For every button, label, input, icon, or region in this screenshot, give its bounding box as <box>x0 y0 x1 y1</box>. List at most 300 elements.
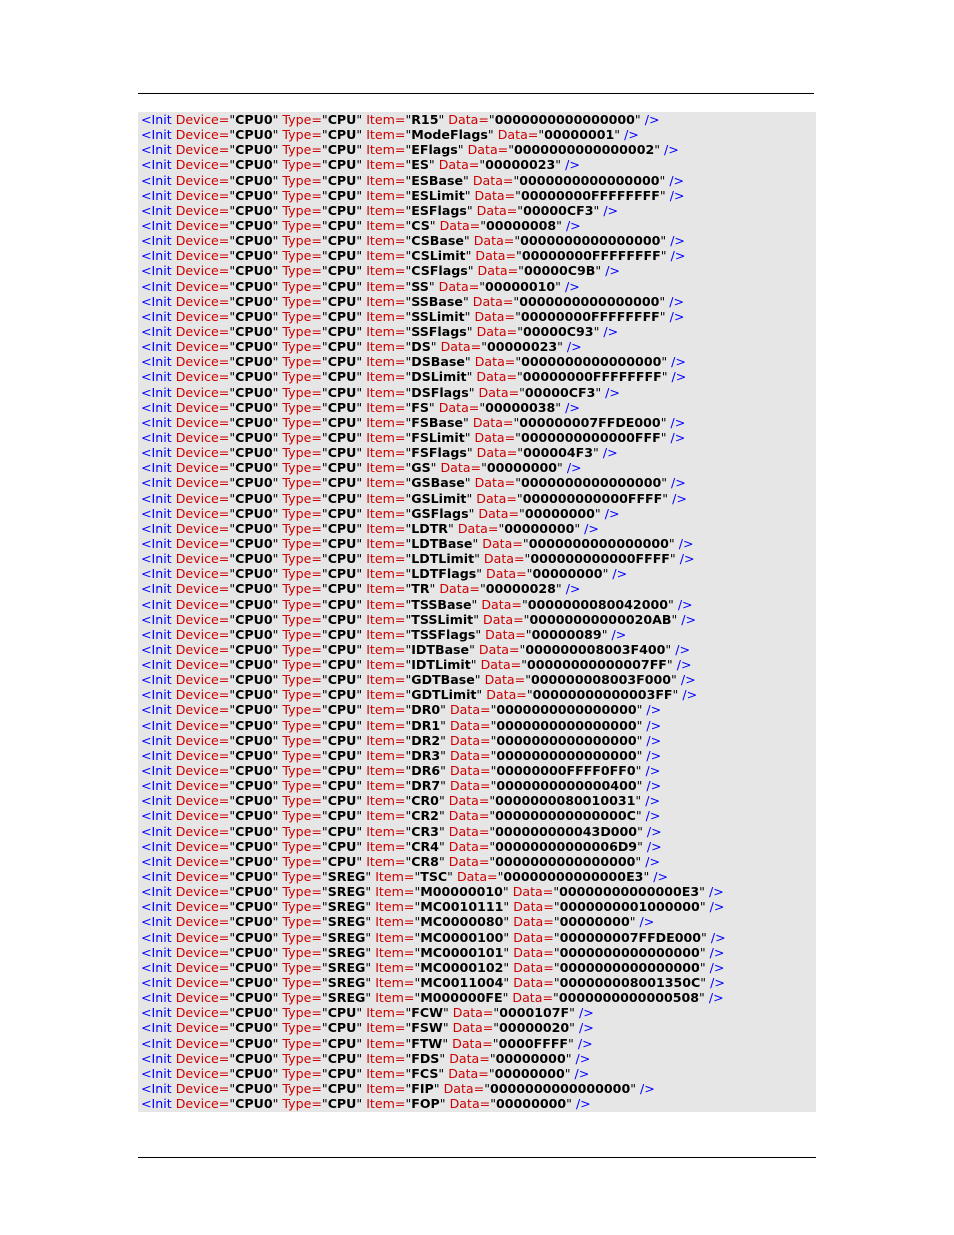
type-value: CPU <box>327 778 357 794</box>
device-value: CPU0 <box>235 142 273 158</box>
quote: " <box>229 278 236 294</box>
quote: " <box>523 611 530 627</box>
quote: " <box>405 838 412 854</box>
tag-close: /> <box>678 535 694 551</box>
type-attr: Type= <box>282 1005 322 1021</box>
device-attr: Device= <box>175 202 230 218</box>
quote: " <box>405 233 412 249</box>
data-attr: Data= <box>474 308 516 324</box>
quote: " <box>356 475 363 491</box>
data-attr: Data= <box>513 959 554 975</box>
type-value: CPU <box>327 490 357 506</box>
quote: " <box>229 551 236 567</box>
code-line <box>141 990 816 1005</box>
quote: " <box>272 127 279 143</box>
item-value: CR3 <box>411 823 439 839</box>
data-value: 00000000000006D9 <box>495 838 638 854</box>
quote: " <box>321 657 328 673</box>
quote: " <box>321 641 328 657</box>
quote: " <box>321 581 328 597</box>
type-attr: Type= <box>282 293 322 309</box>
type-attr: Type= <box>282 732 322 748</box>
code-line <box>141 127 816 142</box>
device-attr: Device= <box>175 293 230 309</box>
device-attr: Device= <box>175 399 230 415</box>
quote: " <box>356 657 363 673</box>
data-attr: Data= <box>478 505 520 521</box>
quote: " <box>405 551 412 567</box>
tag-close: /> <box>584 520 599 536</box>
quote: " <box>405 808 412 824</box>
type-attr: Type= <box>282 233 322 249</box>
code-line <box>141 445 816 460</box>
quote: " <box>462 293 469 309</box>
type-value: CPU <box>327 1005 357 1021</box>
type-value: CPU <box>327 445 357 461</box>
type-attr: Type= <box>282 278 322 294</box>
tag-open: <Init <box>141 354 172 370</box>
quote: " <box>473 611 479 627</box>
device-attr: Device= <box>175 853 230 869</box>
quote: " <box>229 323 236 339</box>
data-value: 00000008 <box>486 217 557 233</box>
quote: " <box>356 308 363 324</box>
type-attr: Type= <box>282 1035 322 1051</box>
tag-close: /> <box>670 414 686 430</box>
data-attr: Data= <box>472 172 514 188</box>
device-attr: Device= <box>175 747 230 763</box>
data-attr: Data= <box>513 914 554 930</box>
quote: " <box>321 869 328 885</box>
quote: " <box>321 157 328 173</box>
quote: " <box>229 778 236 794</box>
quote: " <box>272 732 279 748</box>
data-value: 0000000000000000 <box>496 732 637 748</box>
device-value: CPU0 <box>235 202 273 218</box>
data-value: 00000000000020AB <box>529 611 672 627</box>
data-attr: Data= <box>449 1096 491 1112</box>
data-value: 0000FFFF <box>498 1035 569 1051</box>
type-attr: Type= <box>282 990 322 1006</box>
type-attr: Type= <box>282 505 322 521</box>
tag-open: <Init <box>141 551 172 567</box>
tag-close: /> <box>646 838 662 854</box>
device-attr: Device= <box>175 838 230 854</box>
quote: " <box>566 1096 572 1112</box>
tag-open: <Init <box>141 414 172 430</box>
quote: " <box>229 339 236 355</box>
xml-code-listing <box>138 112 816 1112</box>
quote: " <box>489 838 496 854</box>
quote: " <box>405 142 412 158</box>
tag-open: <Init <box>141 732 172 748</box>
quote: " <box>414 990 421 1006</box>
quote: " <box>405 202 412 218</box>
tag-open: <Init <box>141 127 172 143</box>
item-value: MC0000080 <box>420 914 504 930</box>
quote: " <box>356 778 363 794</box>
data-attr: Data= <box>512 884 554 900</box>
quote: " <box>699 899 706 915</box>
item-attr: Item= <box>366 520 406 536</box>
code-line <box>141 975 816 990</box>
quote: " <box>356 551 363 567</box>
quote: " <box>272 520 279 536</box>
tag-close: /> <box>676 657 692 673</box>
device-value: CPU0 <box>235 127 273 143</box>
device-value: CPU0 <box>235 914 273 930</box>
quote: " <box>405 217 412 233</box>
type-attr: Type= <box>282 869 322 885</box>
type-value: CPU <box>327 323 357 339</box>
device-attr: Device= <box>175 263 230 279</box>
device-attr: Device= <box>175 975 230 991</box>
item-value: FS <box>411 399 429 415</box>
quote: " <box>321 808 328 824</box>
item-attr: Item= <box>366 460 406 476</box>
data-attr: Data= <box>448 793 490 809</box>
data-value: 000000008003F000 <box>531 672 672 688</box>
type-attr: Type= <box>282 1096 322 1112</box>
quote: " <box>321 172 328 188</box>
quote: " <box>484 1081 490 1096</box>
quote: " <box>229 717 236 733</box>
device-value: CPU0 <box>235 445 273 461</box>
quote: " <box>356 202 363 218</box>
quote: " <box>356 429 363 445</box>
type-value: CPU <box>327 217 357 233</box>
data-value: 0000000000000000 <box>520 233 661 249</box>
code-line <box>141 415 816 430</box>
type-value: CPU <box>327 293 357 309</box>
type-attr: Type= <box>282 657 322 673</box>
quote: " <box>660 414 667 430</box>
item-value: CSFlags <box>411 263 468 279</box>
device-attr: Device= <box>175 611 230 627</box>
data-attr: Data= <box>448 838 490 854</box>
quote: " <box>272 157 279 173</box>
quote: " <box>442 1005 449 1021</box>
data-value: 0000000000000000 <box>496 702 637 718</box>
tag-close: /> <box>605 384 620 400</box>
quote: " <box>405 414 412 430</box>
tag-open: <Init <box>141 399 172 415</box>
device-value: CPU0 <box>235 626 273 642</box>
quote: " <box>525 672 531 688</box>
quote: " <box>464 187 471 203</box>
quote: " <box>521 657 528 673</box>
quote: " <box>272 581 279 597</box>
code-line <box>141 157 816 172</box>
quote: " <box>356 278 363 294</box>
device-attr: Device= <box>175 520 230 536</box>
type-value: CPU <box>327 278 357 294</box>
quote: " <box>489 1050 496 1066</box>
device-value: CPU0 <box>235 233 273 249</box>
item-value: FIP <box>411 1081 434 1096</box>
device-attr: Device= <box>175 687 230 703</box>
item-value: SSBase <box>411 293 463 309</box>
quote: " <box>365 869 372 885</box>
quote: " <box>498 520 505 536</box>
device-value: CPU0 <box>235 838 273 854</box>
tag-open: <Init <box>141 1035 172 1051</box>
data-attr: Data= <box>486 566 527 582</box>
data-value: 0000000000000000 <box>496 717 637 733</box>
data-value: 0000000000000000 <box>490 1081 631 1096</box>
device-value: CPU0 <box>235 884 273 900</box>
quote: " <box>479 581 486 597</box>
device-value: CPU0 <box>235 793 273 809</box>
quote: " <box>321 187 328 203</box>
code-lines <box>138 112 816 1111</box>
quote: " <box>428 278 435 294</box>
code-line <box>141 960 816 975</box>
quote: " <box>442 1035 449 1051</box>
quote: " <box>272 217 279 233</box>
device-value: CPU0 <box>235 1081 273 1096</box>
quote: " <box>405 702 412 718</box>
quote: " <box>480 217 487 233</box>
quote: " <box>659 187 666 203</box>
quote: " <box>321 323 328 339</box>
data-attr: Data= <box>480 657 522 673</box>
type-value: CPU <box>327 127 357 143</box>
type-value: CPU <box>327 157 357 173</box>
quote: " <box>272 172 279 188</box>
quote: " <box>356 626 363 642</box>
quote: " <box>321 823 328 839</box>
tag-close: /> <box>640 1081 655 1096</box>
device-value: CPU0 <box>235 157 273 173</box>
quote: " <box>701 929 707 945</box>
quote: " <box>428 157 435 173</box>
quote: " <box>229 657 236 673</box>
quote: " <box>272 702 279 718</box>
quote: " <box>526 566 533 582</box>
quote: " <box>428 399 435 415</box>
data-value: 00000001 <box>544 127 615 143</box>
device-value: CPU0 <box>235 399 273 415</box>
data-value: 00000000FFFFFFFF <box>520 308 660 324</box>
type-attr: Type= <box>282 929 322 945</box>
quote: " <box>438 1065 445 1081</box>
quote: " <box>365 884 372 900</box>
item-attr: Item= <box>366 687 406 703</box>
quote: " <box>321 975 328 991</box>
quote: " <box>593 323 600 339</box>
type-value: CPU <box>327 1020 357 1036</box>
tag-open: <Init <box>141 460 172 476</box>
type-value: CPU <box>327 793 357 809</box>
code-line <box>141 339 816 354</box>
quote: " <box>493 1020 500 1036</box>
quote: " <box>467 263 474 279</box>
device-attr: Device= <box>175 944 230 960</box>
tag-open: <Init <box>141 823 172 839</box>
tag-open: <Init <box>141 808 172 824</box>
quote: " <box>405 1065 412 1081</box>
quote: " <box>405 657 412 673</box>
quote: " <box>356 853 363 869</box>
quote: " <box>555 278 561 294</box>
code-line <box>141 657 816 672</box>
quote: " <box>556 217 562 233</box>
tag-close: /> <box>710 929 726 945</box>
quote: " <box>517 445 524 461</box>
device-attr: Device= <box>175 233 230 249</box>
device-value: CPU0 <box>235 672 273 688</box>
type-attr: Type= <box>282 323 322 339</box>
quote: " <box>356 217 363 233</box>
quote: " <box>229 535 236 551</box>
device-attr: Device= <box>175 172 230 188</box>
device-attr: Device= <box>175 808 230 824</box>
item-attr: Item= <box>366 641 406 657</box>
device-attr: Device= <box>175 566 230 582</box>
type-value: CPU <box>327 581 357 597</box>
quote: " <box>229 641 236 657</box>
code-line <box>141 702 816 717</box>
data-value: 00000000 <box>504 520 575 536</box>
quote: " <box>356 732 363 748</box>
quote: " <box>356 172 363 188</box>
device-attr: Device= <box>175 217 230 233</box>
code-line <box>141 612 816 627</box>
quote: " <box>635 853 642 869</box>
data-attr: Data= <box>475 248 517 264</box>
item-value: DSFlags <box>411 384 469 400</box>
data-value: 0000000000000000 <box>495 853 636 869</box>
data-value: 00000C93 <box>522 323 594 339</box>
item-value: CS <box>411 217 430 233</box>
item-value: FTW <box>411 1035 443 1051</box>
quote: " <box>405 248 412 264</box>
item-value: ESFlags <box>411 202 467 218</box>
quote: " <box>356 808 363 824</box>
item-value: TSC <box>420 869 448 885</box>
data-attr: Data= <box>452 1005 494 1021</box>
device-attr: Device= <box>175 899 230 915</box>
quote: " <box>272 490 279 506</box>
quote: " <box>661 369 668 385</box>
tag-open: <Init <box>141 975 172 991</box>
quote: " <box>272 505 279 521</box>
tag-close: /> <box>646 823 662 839</box>
quote: " <box>502 884 509 900</box>
quote: " <box>356 1065 363 1081</box>
item-attr: Item= <box>366 551 406 567</box>
quote: " <box>229 1035 236 1051</box>
quote: " <box>229 914 236 930</box>
device-attr: Device= <box>175 278 230 294</box>
code-line <box>141 597 816 612</box>
quote: " <box>466 490 473 506</box>
device-attr: Device= <box>175 581 230 597</box>
device-attr: Device= <box>175 990 230 1006</box>
tag-close: /> <box>644 112 660 127</box>
device-attr: Device= <box>175 248 230 264</box>
quote: " <box>672 687 679 703</box>
device-value: CPU0 <box>235 808 273 824</box>
data-value: 00000000 <box>532 566 603 582</box>
tag-close: /> <box>664 142 679 158</box>
quote: " <box>272 202 279 218</box>
type-attr: Type= <box>282 187 322 203</box>
device-attr: Device= <box>175 308 230 324</box>
tag-open: <Init <box>141 990 172 1006</box>
quote: " <box>405 763 412 779</box>
quote: " <box>438 823 445 839</box>
tag-close: /> <box>645 853 660 869</box>
quote: " <box>229 581 236 597</box>
quote: " <box>321 793 328 809</box>
item-attr: Item= <box>366 1081 406 1096</box>
quote: " <box>229 763 236 779</box>
type-value: CPU <box>327 1065 357 1081</box>
quote: " <box>438 838 445 854</box>
item-value: GSFlags <box>411 505 469 521</box>
data-value: 00000089 <box>531 626 602 642</box>
item-attr: Item= <box>366 475 406 491</box>
quote: " <box>666 657 673 673</box>
type-value: CPU <box>327 763 357 779</box>
quote: " <box>272 793 279 809</box>
quote: " <box>229 308 236 324</box>
quote: " <box>447 869 453 885</box>
quote: " <box>595 384 602 400</box>
device-attr: Device= <box>175 869 230 885</box>
quote: " <box>405 687 412 703</box>
item-value: R15 <box>411 112 439 127</box>
code-line <box>141 1081 816 1096</box>
quote: " <box>635 808 642 824</box>
quote: " <box>356 460 363 476</box>
quote: " <box>490 732 497 748</box>
quote: " <box>272 899 279 915</box>
quote: " <box>464 354 471 370</box>
data-attr: Data= <box>457 520 499 536</box>
quote: " <box>557 339 563 355</box>
quote: " <box>515 429 521 445</box>
data-value: 0000000000000000 <box>559 959 700 975</box>
device-value: CPU0 <box>235 823 273 839</box>
quote: " <box>490 778 497 794</box>
quote: " <box>553 990 559 1006</box>
quote: " <box>356 763 363 779</box>
type-attr: Type= <box>282 778 322 794</box>
device-value: CPU0 <box>235 1050 273 1066</box>
quote: " <box>321 293 328 309</box>
item-value: LDTFlags <box>411 566 477 582</box>
quote: " <box>356 717 363 733</box>
quote: " <box>321 1020 328 1036</box>
quote: " <box>229 944 236 960</box>
quote: " <box>440 732 446 748</box>
quote: " <box>272 369 279 385</box>
type-attr: Type= <box>282 1020 322 1036</box>
data-value: 0000000000000400 <box>496 778 637 794</box>
type-value: CPU <box>327 551 357 567</box>
tag-open: <Init <box>141 520 172 536</box>
quote: " <box>229 505 236 521</box>
quote: " <box>272 399 279 415</box>
quote: " <box>405 399 412 415</box>
quote: " <box>321 687 328 703</box>
item-attr: Item= <box>366 566 406 582</box>
quote: " <box>272 429 279 445</box>
quote: " <box>629 914 636 930</box>
